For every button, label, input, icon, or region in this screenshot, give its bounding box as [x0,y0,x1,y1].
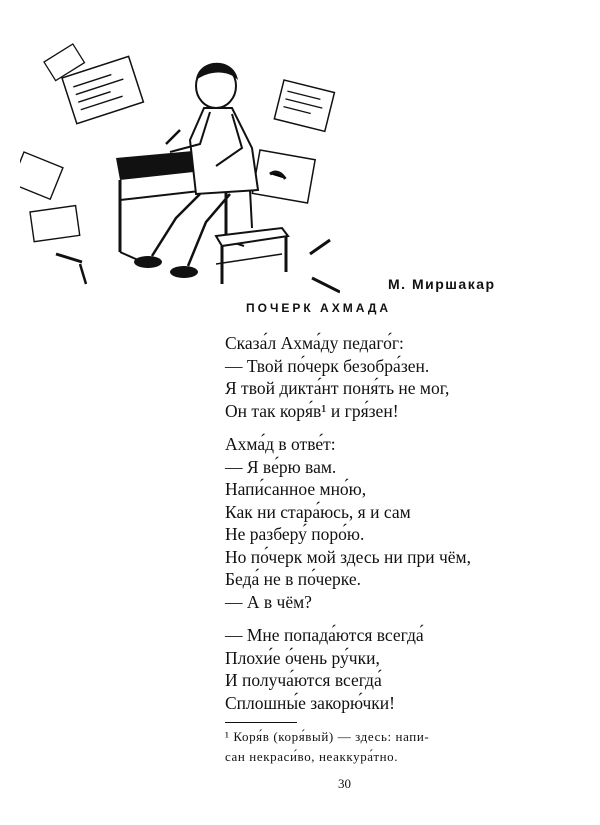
pen-icon [312,278,340,292]
footnote-divider [225,722,297,723]
pen-icon [56,254,82,262]
paper-sheet-icon [20,152,63,199]
poem-line: И получа́ются всегда́ [225,670,382,690]
pen-icon [80,264,86,284]
poem-line: Плохи́е о́чень ру́чки, [225,647,380,668]
poem-line: Беда́ не в по́черке. [225,569,361,589]
footnote [225,727,525,767]
author-name: М. Миршакар [388,276,496,292]
poem-line: Как ни стара́юсь, я и сам [225,501,411,522]
poem-line: — Твой по́черк безобра́зен. [225,355,430,376]
poem-line: Он так коря́в¹ и гря́зен! [225,400,399,421]
pen-icon [310,240,330,254]
poem-line: — Я ве́рю вам. [225,456,337,477]
footnote-line: ¹ Коря́в (коря́вый) — здесь: напи- [225,729,430,744]
page-number: 30 [338,776,351,791]
stanza-3 [225,624,565,714]
poem-body [225,332,565,725]
stanza-2 [225,433,565,613]
poem-title: ПОЧЕРК АХМАДА [246,301,392,315]
paper-sheet-icon [30,206,80,242]
illustration-drawing [20,40,340,300]
poem-line: Сказа́л Ахма́ду педаго́г: [225,333,404,353]
paper-sheet-icon [274,80,334,131]
stanza-1 [225,332,565,422]
poem-line: Не разберу́ поро́ю. [225,524,365,544]
poem-line: Я твой дикта́нт поня́ть не мог, [225,378,450,398]
footnote-line: сан некраси́во, неаккура́тно. [225,749,399,764]
poem-line: Ахма́д в отве́т: [225,434,336,454]
paper-sheet-icon [252,150,315,203]
boy-at-desk-illustration [20,40,340,300]
poem-line: — Мне попада́ются всегда́ [225,625,424,645]
poem-line: Напи́санное мно́ю, [225,479,367,499]
poem-line: — А в чём? [225,591,312,612]
poem-line: Но по́черк мой здесь ни при чём, [225,546,471,567]
poem-line: Сплошны́е закорю́чки! [225,692,395,713]
